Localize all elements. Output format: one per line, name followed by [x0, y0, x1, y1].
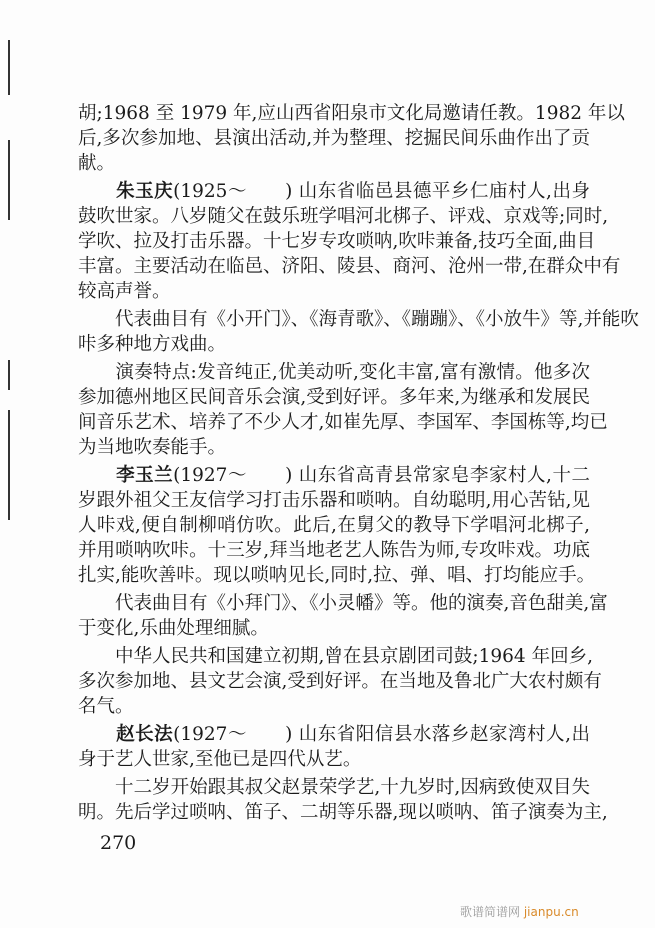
text-line: 中华人民共和国建立初期,曾在县京剧团司鼓;1964 年回乡, — [78, 646, 593, 667]
line-text: (1925～ ) 山东省临邑县德平乡仁庙村人,出身 — [173, 181, 590, 202]
text-line: 咔多种地方戏曲。 — [78, 334, 227, 355]
text-line: 明。先后学过唢呐、笛子、二胡等乐器,现以唢呐、笛子演奏为主, — [78, 802, 608, 823]
text-line: 名气。 — [78, 696, 134, 717]
text-line: 鼓吹世家。八岁随父在鼓乐班学唱河北梆子、评戏、京戏等;同时, — [78, 206, 609, 227]
text-line: 并用唢呐吹咔。十三岁,拜当地老艺人陈告为师,专攻咔戏。功底 — [78, 540, 590, 561]
text-line: 于变化,乐曲处理细腻。 — [78, 618, 269, 639]
text-line: 胡;1968 至 1979 年,应山西省阳泉市文化局邀请任教。1982 年以 — [78, 103, 625, 124]
person-name: 赵长法 — [116, 724, 174, 745]
text-line: 代表曲目有《小开门》、《海青歌》、《蹦蹦》、《小放牛》等,并能吹 — [78, 309, 639, 330]
text-line: 扎实,能吹善咔。现以唢呐见长,同时,拉、弹、唱、打均能应手。 — [78, 565, 596, 586]
paragraph — [78, 101, 625, 176]
watermark — [460, 903, 579, 920]
text-line — [78, 463, 590, 488]
paragraph — [78, 591, 608, 641]
biography-entry — [78, 179, 621, 304]
text-line: 多次参加地、县文艺会演,受到好评。在当地及鲁北广大农村颇有 — [78, 671, 602, 692]
text-line — [78, 722, 590, 747]
watermark-cn: 歌谱简谱网 — [460, 905, 521, 919]
text-line: 间音乐艺术、培养了不少人才,如崔先厚、李国军、李国栋等,均已 — [78, 412, 608, 433]
text-line: 献。 — [78, 153, 116, 174]
paragraph — [78, 644, 602, 719]
person-name: 朱玉庆 — [116, 181, 174, 202]
text-line: 身于艺人世家,至他已是四代从艺。 — [78, 749, 362, 770]
text-line: 较高声誉。 — [78, 281, 171, 302]
text-line: 十二岁开始跟其叔父赵景荣学艺,十九岁时,因病致使双目失 — [78, 777, 590, 798]
biography-entry — [78, 463, 596, 588]
text-line: 学吹、拉及打击乐器。十七岁专攻唢呐,吹咔兼备,技巧全面,曲目 — [78, 231, 596, 252]
page-number: 270 — [100, 832, 137, 854]
paragraph — [78, 360, 608, 460]
scan-edge-mark — [8, 40, 10, 95]
paragraph — [78, 307, 639, 357]
text-line: 人咔戏,便自制柳哨仿吹。此后,在舅父的教导下学唱河北梆子, — [78, 515, 590, 536]
line-text: (1927～ ) 山东省阳信县水落乡赵家湾村人,出 — [173, 724, 590, 745]
text-line: 为当地吹奏能手。 — [78, 437, 227, 458]
person-name: 李玉兰 — [116, 465, 174, 486]
biography-entry — [78, 722, 590, 772]
text-line: 代表曲目有《小拜门》、《小灵幡》等。他的演奏,音色甜美,富 — [78, 593, 608, 614]
text-line: 演奏特点:发音纯正,优美动听,变化丰富,富有激情。他多次 — [78, 362, 590, 383]
scan-edge-mark — [8, 410, 10, 520]
body-text — [78, 101, 639, 828]
paragraph — [78, 775, 608, 825]
text-line: 丰富。主要活动在临邑、济阳、陵县、商河、沧州一带,在群众中有 — [78, 256, 621, 277]
text-line — [78, 179, 590, 204]
text-line: 参加德州地区民间音乐会演,受到好评。多年来,为继承和发展民 — [78, 387, 590, 408]
scan-edge-mark — [8, 140, 10, 220]
text-line: 岁跟外祖父王友信学习打击乐器和唢呐。自幼聪明,用心苦钻,见 — [78, 490, 590, 511]
text-line: 后,多次参加地、县演出活动,并为整理、挖掘民间乐曲作出了贡 — [78, 128, 590, 149]
watermark-en: jianpu.cn — [523, 905, 579, 919]
line-text: (1927～ ) 山东省高青县常家皂李家村人,十二 — [173, 465, 590, 486]
scan-edge-mark — [8, 360, 10, 390]
